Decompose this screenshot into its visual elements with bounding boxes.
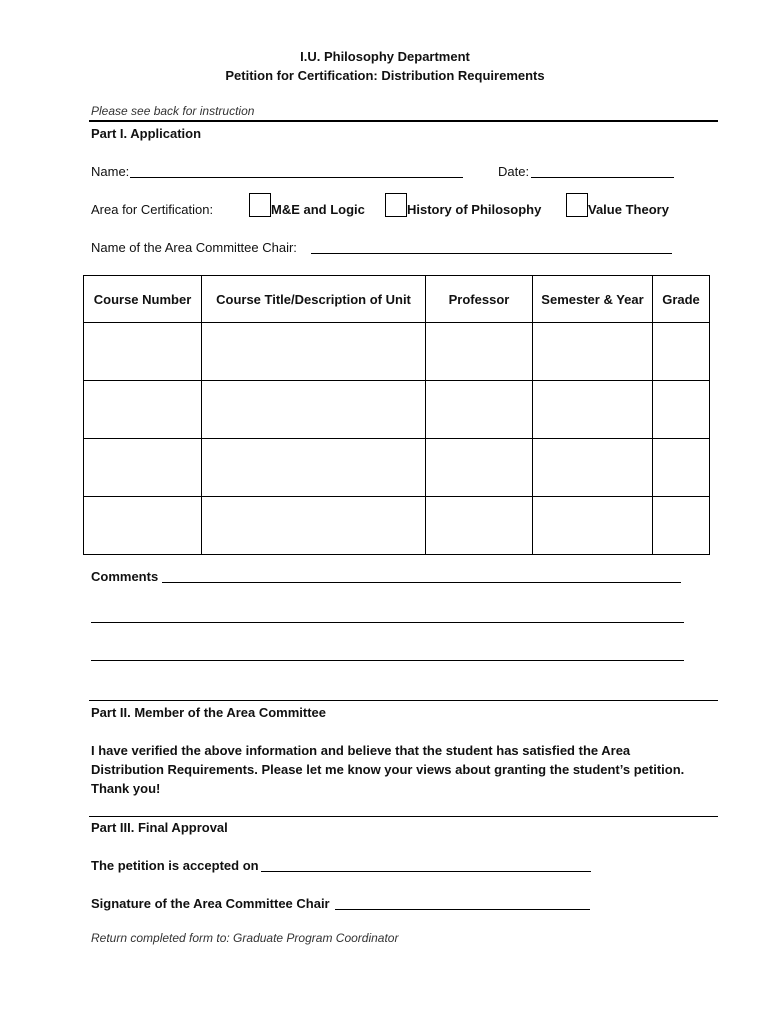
table-cell[interactable] [533, 381, 653, 439]
statement-line-3: Thank you! [91, 781, 161, 796]
form-title: Petition for Certification: Distribution Requirements [225, 68, 545, 83]
accepted-date-field[interactable] [261, 871, 591, 872]
table-cell[interactable] [533, 439, 653, 497]
chair-label: Name of the Area Committee Chair: [91, 240, 297, 255]
table-cell[interactable] [426, 323, 533, 381]
checkbox-me-logic[interactable] [249, 193, 271, 217]
table-cell[interactable] [653, 323, 710, 381]
table-cell[interactable] [202, 439, 426, 497]
column-header: Semester & Year [533, 276, 653, 323]
table-row [84, 381, 710, 439]
table-cell[interactable] [653, 497, 710, 555]
signature-label: Signature of the Area Committee Chair [91, 896, 330, 911]
statement-line-2: Distribution Requirements. Please let me know your views about granting the student’s petition. [91, 762, 685, 777]
table-row [84, 323, 710, 381]
area-label: Area for Certification: [91, 202, 214, 217]
comments-line-1[interactable] [162, 582, 681, 583]
department-title: I.U. Philosophy Department [300, 49, 470, 64]
table-cell[interactable] [202, 497, 426, 555]
checkbox-history-philosophy[interactable] [385, 193, 407, 217]
option-me-logic: M&E and Logic [271, 202, 365, 217]
option-value-theory: Value Theory [588, 202, 669, 217]
table-cell[interactable] [533, 323, 653, 381]
signature-field[interactable] [335, 909, 590, 910]
table-cell[interactable] [202, 323, 426, 381]
instruction-note: Please see back for instruction [91, 104, 255, 118]
courses-table [83, 275, 710, 555]
table-header-row [84, 276, 710, 323]
statement-line-1: I have verified the above information and believe that the student has satisfied the Area [91, 743, 631, 758]
table-row [84, 497, 710, 555]
section-divider [89, 816, 718, 817]
comments-line-2[interactable] [91, 622, 684, 623]
part2-heading: Part II. Member of the Area Committee [91, 705, 327, 720]
table-cell[interactable] [426, 497, 533, 555]
comments-label: Comments [91, 569, 159, 584]
table-cell[interactable] [653, 381, 710, 439]
table-cell[interactable] [84, 381, 202, 439]
section-divider [89, 120, 718, 122]
table-cell[interactable] [84, 439, 202, 497]
column-header: Course Number [84, 276, 202, 323]
date-field[interactable] [531, 177, 674, 178]
section-divider [89, 700, 718, 701]
footer-note: Return completed form to: Graduate Program Coordinator [91, 931, 399, 945]
table-cell[interactable] [426, 439, 533, 497]
accepted-label: The petition is accepted on [91, 858, 259, 873]
table-cell[interactable] [533, 497, 653, 555]
table-cell[interactable] [84, 497, 202, 555]
table-cell[interactable] [202, 381, 426, 439]
table-cell[interactable] [426, 381, 533, 439]
part3-heading: Part III. Final Approval [91, 820, 228, 835]
table-cell[interactable] [84, 323, 202, 381]
chair-name-field[interactable] [311, 253, 672, 254]
column-header: Professor [426, 276, 533, 323]
option-history-philosophy: History of Philosophy [407, 202, 542, 217]
comments-line-3[interactable] [91, 660, 684, 661]
table-row [84, 439, 710, 497]
part1-heading: Part I. Application [91, 126, 202, 141]
column-header: Course Title/Description of Unit [202, 276, 426, 323]
date-label: Date: [498, 164, 530, 179]
name-field[interactable] [130, 177, 463, 178]
name-label: Name: [91, 164, 130, 179]
table-cell[interactable] [653, 439, 710, 497]
checkbox-value-theory[interactable] [566, 193, 588, 217]
column-header: Grade [653, 276, 710, 323]
